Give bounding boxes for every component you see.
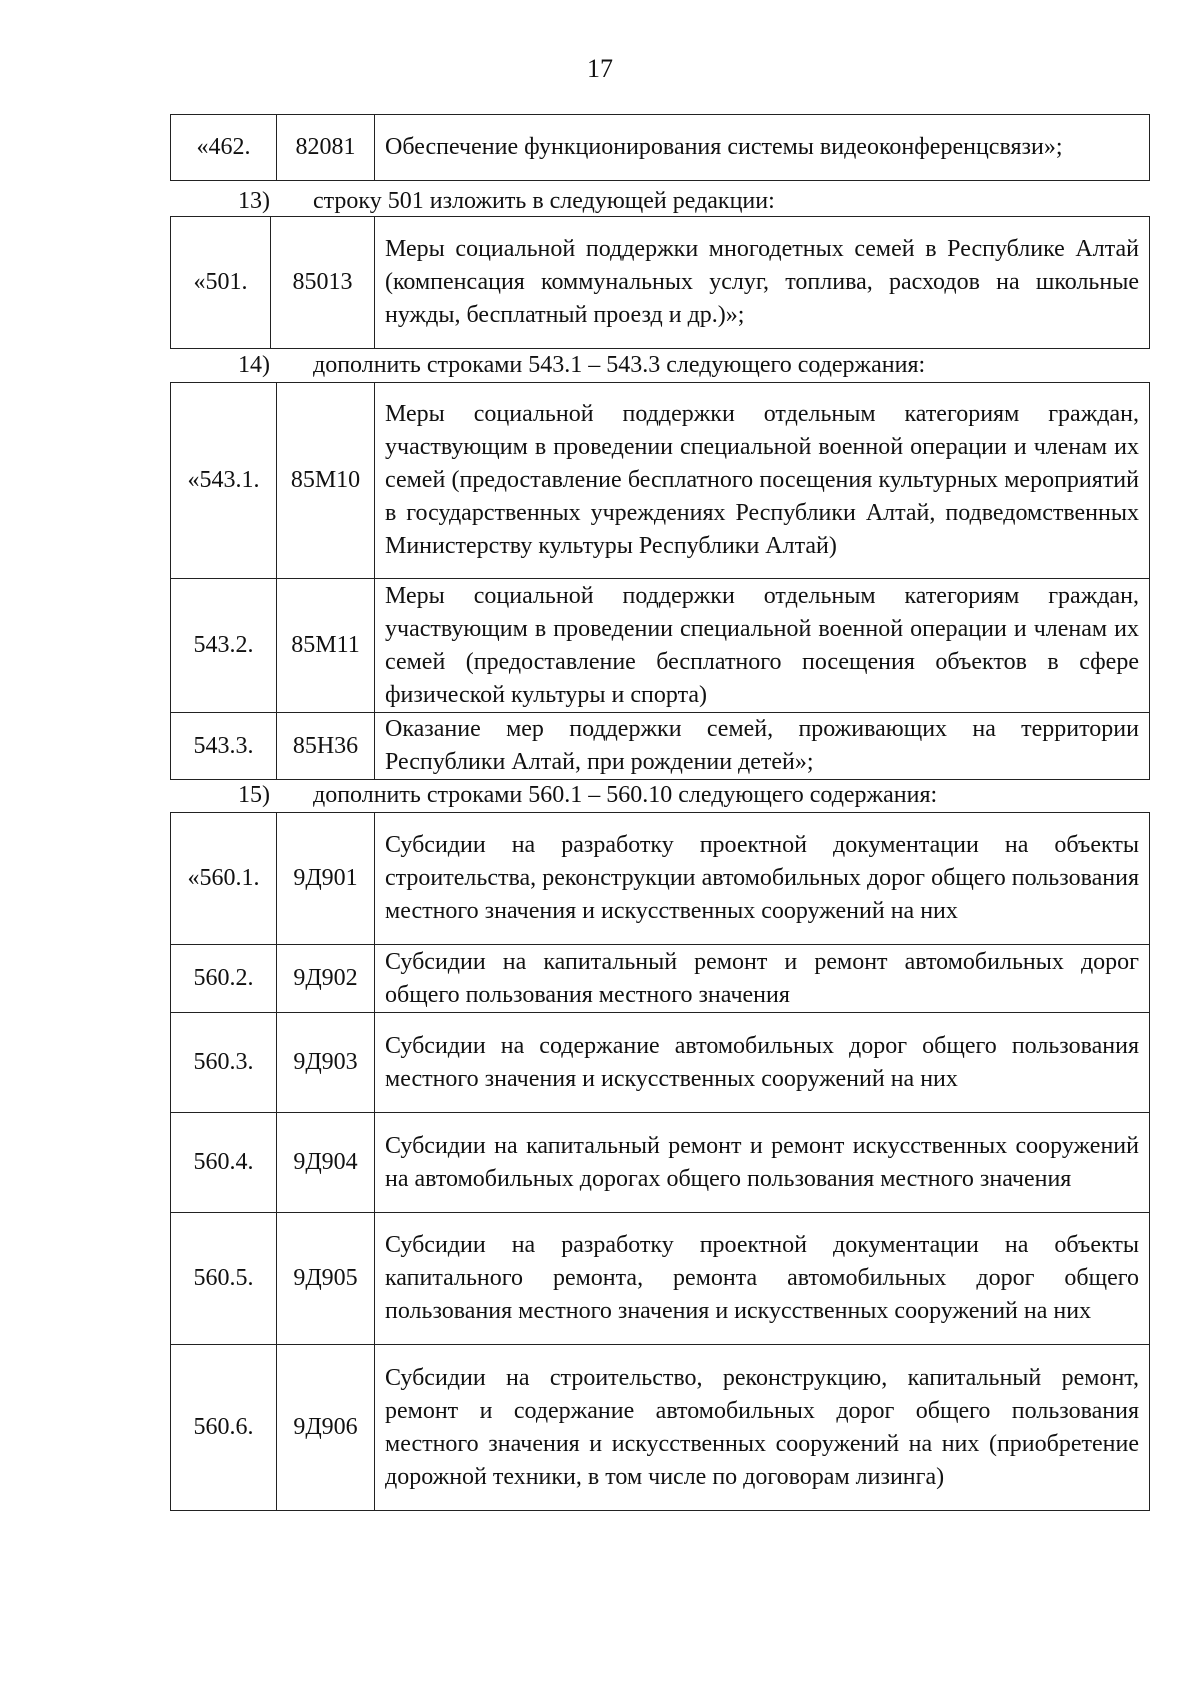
row-number: 560.6. [171,1345,277,1511]
codes-table-543 [170,382,1150,780]
instruction-number: 14) [238,352,270,378]
row-description: Субсидии на содержание автомобильных дорог общего пользования местного значения и искусственных сооружений на них [375,1013,1150,1113]
row-description: Субсидии на капитальный ремонт и ремонт искусственных сооружений на автомобильных дорогах общего пользования местного значения [375,1113,1150,1213]
table-row [171,579,1150,713]
codes-table-501 [170,216,1150,349]
codes-table-462 [170,114,1150,181]
table-row [171,1345,1150,1511]
row-code: 9Д906 [277,1345,375,1511]
row-number: «462. [171,115,277,181]
instruction-text: строку 501 изложить в следующей редакции: [313,188,775,214]
row-code: 82081 [277,115,375,181]
row-number: 560.5. [171,1213,277,1345]
row-description: Субсидии на капитальный ремонт и ремонт автомобильных дорог общего пользования местного значения [375,945,1150,1013]
row-code: 85013 [271,217,375,349]
page-number: 17 [587,54,613,83]
table-row [171,115,1150,181]
row-code: 9Д903 [277,1013,375,1113]
row-description: Обеспечение функционирования системы видеоконференцсвязи»; [375,115,1150,181]
table-row [171,217,1150,349]
table-row [171,713,1150,780]
row-number: 560.3. [171,1013,277,1113]
row-number: 560.4. [171,1113,277,1213]
instruction-text: дополнить строками 543.1 – 543.3 следующего содержания: [313,352,926,378]
row-description: Меры социальной поддержки многодетных семей в Республике Алтай (компенсация коммунальных услуг, топлива, расходов на школьные нужды, бесплатный проезд и др.)»; [375,217,1150,349]
row-number: «560.1. [171,813,277,945]
table-row [171,945,1150,1013]
table-row [171,1013,1150,1113]
row-code: 85М11 [277,579,375,713]
row-code: 9Д901 [277,813,375,945]
row-code: 9Д905 [277,1213,375,1345]
table-row [171,1213,1150,1345]
row-description: Субсидии на строительство, реконструкцию, капитальный ремонт, ремонт и содержание автомобильных дорог общего пользования местного значения и искусственных сооружений на них (приобретение дорожной техники, в том числе по договорам лизинга) [375,1345,1150,1511]
row-description: Субсидии на разработку проектной документации на объекты строительства, реконструкции автомобильных дорог общего пользования местного значения и искусственных сооружений на них [375,813,1150,945]
row-code: 85М10 [277,383,375,579]
table-row [171,813,1150,945]
row-number: 543.2. [171,579,277,713]
row-code: 85Н36 [277,713,375,780]
instruction-text: дополнить строками 560.1 – 560.10 следующего содержания: [313,782,938,808]
instruction-number: 15) [238,782,270,808]
row-code: 9Д904 [277,1113,375,1213]
row-description: Оказание мер поддержки семей, проживающих на территории Республики Алтай, при рождении детей»; [375,713,1150,780]
row-description: Меры социальной поддержки отдельным категориям граждан, участвующим в проведении специальной военной операции и членам их семей (предоставление бесплатного посещения культурных мероприятий в государственных учреждениях Республики Алтай, подведомственных Министерству культуры Республики Алтай) [375,383,1150,579]
row-description: Меры социальной поддержки отдельным категориям граждан, участвующим в проведении специальной военной операции и членам их семей (предоставление бесплатного посещения объектов в сфере физической культуры и спорта) [375,579,1150,713]
row-number: «543.1. [171,383,277,579]
codes-table-560 [170,812,1150,1511]
row-description: Субсидии на разработку проектной документации на объекты капитального ремонта, ремонта автомобильных дорог общего пользования местного значения и искусственных сооружений на них [375,1213,1150,1345]
table-row [171,383,1150,579]
row-number: 543.3. [171,713,277,780]
instruction-number: 13) [238,188,270,214]
row-number: «501. [171,217,271,349]
row-code: 9Д902 [277,945,375,1013]
row-number: 560.2. [171,945,277,1013]
table-row [171,1113,1150,1213]
